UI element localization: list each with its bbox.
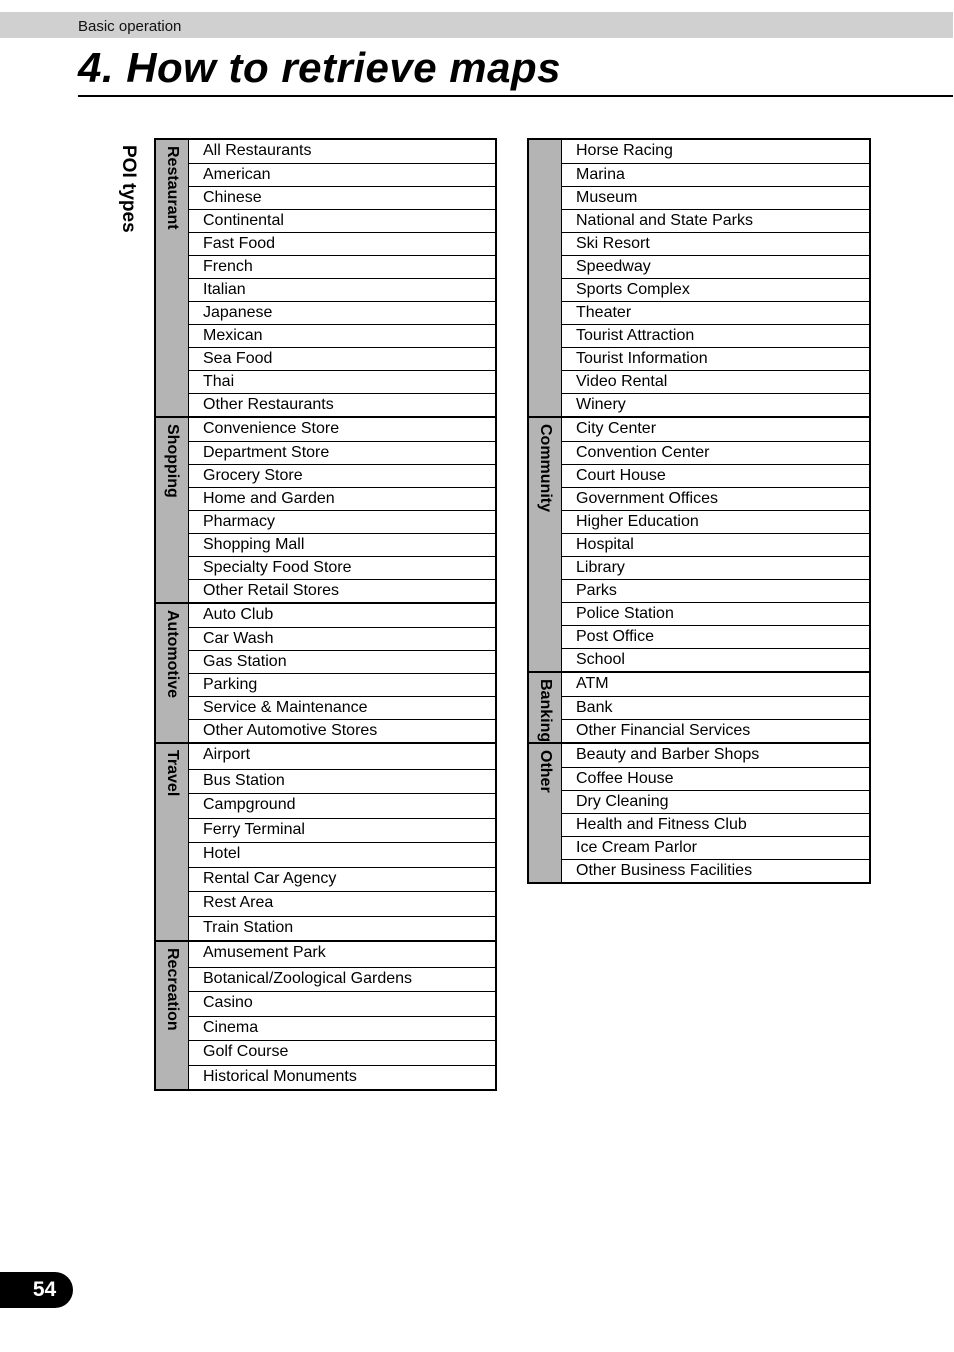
poi-category-group: [527, 416, 869, 671]
poi-item: Hotel: [189, 842, 495, 867]
section-header-bar: [0, 12, 953, 38]
poi-category-group: [527, 140, 869, 416]
poi-item: Cinema: [189, 1016, 495, 1041]
category-label: Community: [537, 424, 554, 512]
poi-item-list: [189, 744, 495, 940]
poi-item: Coffee House: [562, 767, 869, 790]
poi-item-list: [189, 418, 495, 602]
poi-item: Bus Station: [189, 769, 495, 794]
poi-item: Dry Cleaning: [562, 790, 869, 813]
poi-item: Marina: [562, 163, 869, 186]
poi-item: Theater: [562, 301, 869, 324]
poi-item: Bank: [562, 696, 869, 719]
poi-table-left: [154, 138, 497, 1091]
poi-item: Hospital: [562, 533, 869, 556]
poi-item: Other Business Facilities: [562, 859, 869, 882]
poi-item: Gas Station: [189, 650, 495, 673]
poi-category-group: [154, 416, 495, 602]
poi-item-list: [562, 744, 869, 882]
category-cell: [154, 942, 189, 1089]
poi-category-group: [154, 940, 495, 1089]
category-cell: [154, 418, 189, 602]
category-cell: [527, 744, 562, 882]
poi-item: Higher Education: [562, 510, 869, 533]
poi-item: All Restaurants: [203, 142, 312, 159]
poi-item: City Center: [576, 420, 657, 437]
poi-item: Ferry Terminal: [189, 818, 495, 843]
category-label: Recreation: [164, 948, 181, 1031]
poi-item: Convenience Store: [203, 420, 340, 437]
page-title: 4. How to retrieve maps: [78, 44, 561, 91]
poi-item: Parking: [189, 673, 495, 696]
poi-category-group: [154, 602, 495, 742]
category-label: Travel: [164, 750, 181, 797]
category-cell: [527, 673, 562, 742]
poi-item: Historical Monuments: [189, 1065, 495, 1090]
poi-item-list: [562, 140, 869, 416]
poi-item: Other Restaurants: [189, 393, 495, 416]
poi-item: Auto Club: [203, 606, 274, 623]
poi-item: Car Wash: [189, 627, 495, 650]
category-label: Banking: [537, 679, 554, 743]
page-number: 54: [32, 1278, 57, 1301]
poi-item: Casino: [189, 991, 495, 1016]
poi-item: Court House: [562, 464, 869, 487]
poi-category-group: [527, 671, 869, 742]
poi-item: Convention Center: [562, 441, 869, 464]
poi-item: Botanical/Zoological Gardens: [189, 967, 495, 992]
poi-item: Italian: [189, 278, 495, 301]
category-cell: [154, 140, 189, 416]
poi-item: Fast Food: [189, 232, 495, 255]
category-label: Restaurant: [164, 146, 181, 230]
category-label: Other: [537, 750, 554, 793]
poi-item: Pharmacy: [189, 510, 495, 533]
poi-item: Video Rental: [562, 370, 869, 393]
poi-item: Chinese: [189, 186, 495, 209]
poi-item: Ice Cream Parlor: [562, 836, 869, 859]
poi-item: Winery: [562, 393, 869, 416]
poi-category-group: [154, 742, 495, 940]
poi-item: Rental Car Agency: [189, 867, 495, 892]
poi-item: Other Financial Services: [562, 719, 869, 742]
poi-item: Home and Garden: [189, 487, 495, 510]
poi-item: Parks: [562, 579, 869, 602]
poi-item: Health and Fitness Club: [562, 813, 869, 836]
poi-item: School: [562, 648, 869, 671]
poi-item: Ski Resort: [562, 232, 869, 255]
poi-item: Golf Course: [189, 1040, 495, 1065]
poi-item-list: [189, 604, 495, 742]
poi-item: Speedway: [562, 255, 869, 278]
poi-item: Library: [562, 556, 869, 579]
poi-item: American: [189, 163, 495, 186]
poi-item: Other Automotive Stores: [189, 719, 495, 742]
poi-item: Post Office: [562, 625, 869, 648]
category-label: Automotive: [164, 610, 181, 698]
category-label: Shopping: [164, 424, 181, 498]
category-cell: [154, 744, 189, 940]
poi-item: Police Station: [562, 602, 869, 625]
poi-item: Museum: [562, 186, 869, 209]
poi-item: Continental: [189, 209, 495, 232]
poi-types-label: POI types: [118, 145, 139, 233]
title-divider: [78, 95, 953, 97]
poi-item: Sports Complex: [562, 278, 869, 301]
poi-item: Sea Food: [189, 347, 495, 370]
poi-item: Rest Area: [189, 891, 495, 916]
poi-category-group: [527, 742, 869, 882]
poi-item: Mexican: [189, 324, 495, 347]
poi-item: Service & Maintenance: [189, 696, 495, 719]
poi-item: Other Retail Stores: [189, 579, 495, 602]
poi-item: Thai: [189, 370, 495, 393]
poi-item: Train Station: [189, 916, 495, 941]
poi-item: Campground: [189, 793, 495, 818]
poi-item: Department Store: [189, 441, 495, 464]
poi-item: Japanese: [189, 301, 495, 324]
page-number-badge: [0, 1272, 73, 1308]
poi-item-list: [562, 673, 869, 742]
poi-item: Specialty Food Store: [189, 556, 495, 579]
poi-item: National and State Parks: [562, 209, 869, 232]
poi-item-list: [189, 140, 495, 416]
poi-category-group: [154, 140, 495, 416]
category-cell: [154, 604, 189, 742]
poi-item: Horse Racing: [576, 142, 673, 159]
poi-item: ATM: [576, 675, 609, 692]
poi-item: French: [189, 255, 495, 278]
poi-item-list: [562, 418, 869, 671]
poi-item: Airport: [203, 746, 251, 763]
poi-item: Tourist Attraction: [562, 324, 869, 347]
poi-item-list: [189, 942, 495, 1089]
poi-item: Government Offices: [562, 487, 869, 510]
poi-item: Amusement Park: [203, 944, 326, 961]
poi-table-right: [527, 138, 871, 884]
poi-item: Shopping Mall: [189, 533, 495, 556]
poi-item: Grocery Store: [189, 464, 495, 487]
section-label: Basic operation: [78, 18, 182, 35]
category-cell: [527, 418, 562, 671]
category-cell: [527, 140, 562, 416]
poi-item: Tourist Information: [562, 347, 869, 370]
poi-item: Beauty and Barber Shops: [576, 746, 760, 764]
